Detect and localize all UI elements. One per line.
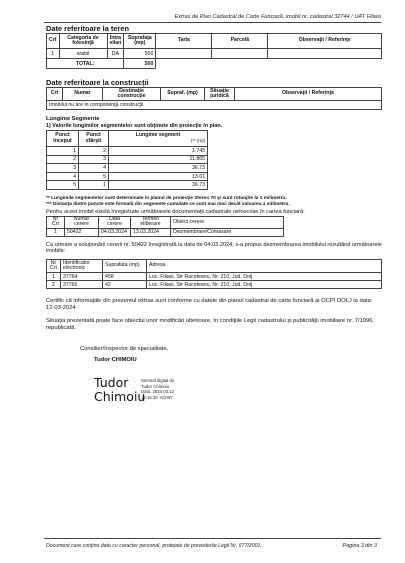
- col-header: Suprafata (mp): [103, 260, 147, 273]
- table-cell: 04.03.2024: [99, 228, 131, 236]
- page-number: Pagina 3 din 3: [342, 543, 377, 549]
- table-cell: 13.61: [109, 172, 208, 181]
- table-cell: 1: [47, 273, 61, 281]
- col-header: Numar cerere: [65, 217, 99, 229]
- table-cell: 1.745: [109, 147, 208, 156]
- table-cell: Loc. Filiasi, Str Racoteanu, Nr. 210, Jud. Dolj: [147, 281, 382, 289]
- col-header: Destinaţie construcţie: [103, 88, 161, 101]
- table-cell: 2: [47, 155, 79, 164]
- col-header: Suprafaţa (mp): [124, 34, 156, 49]
- documentatii-table: [46, 216, 284, 237]
- footer-divider: [44, 538, 381, 539]
- col-header: Situaţie juridică: [205, 88, 235, 101]
- segmente-note-2: *** Distanţa dintre puncte este formată din segmente cumulate ce sunt mai mici decât valoarea 1 milimetru.: [46, 202, 290, 207]
- table-cell: Loc. Filiasi, Str Racoteanu, Nr. 210, Jud. Dolj: [147, 273, 382, 281]
- table-row: [47, 147, 208, 156]
- col-header: Crt: [47, 88, 63, 101]
- col-header: Identificator electronic: [61, 260, 103, 273]
- unit-label: (** (m)): [190, 137, 205, 143]
- constructii-title: Date referitoare la construcţii: [46, 78, 149, 87]
- teren-title: Date referitoare la teren: [46, 24, 129, 33]
- signer-name: Tudor CHIMOIU: [94, 357, 137, 363]
- documentatii-intro: Pentru acest imobil există înregistrate următoarele documentaţii cadastrale neînscrise în cartea funciară:: [46, 209, 305, 215]
- col-header: Observaţii / Referinţe: [268, 34, 382, 49]
- table-row: [47, 181, 208, 190]
- signature-info-line: Data: 2024.03.12: [141, 389, 174, 395]
- table-cell: 2: [47, 281, 61, 289]
- col-header: Nr Crt: [47, 260, 61, 273]
- table-cell: [156, 49, 212, 59]
- col-header: Obiect cerere: [171, 217, 284, 229]
- rezultat-intro: Ca urmare a soluţionării cererii nr. 50422 înregistrată la data de 04.03.2024, s-a propus dezmembrarea imobilului rezultând următoarele imobile:: [46, 242, 382, 255]
- table-cell: [268, 49, 382, 59]
- rezultat-table: [46, 259, 382, 289]
- table-cell: 36.73: [109, 164, 208, 173]
- table-cell: Dezmembrare/Comasare: [171, 228, 284, 236]
- segmente-note-1: ** Lungimile segmentelor sunt determinate în planul de proiecţie Stereo 70 şi sunt rotunjite la 1 milimetru.: [46, 196, 287, 201]
- constructii-note: Imobilul nu are in componenţă construcţii: [47, 101, 382, 110]
- table-cell: 3: [47, 164, 79, 173]
- table-cell: 500: [124, 49, 156, 59]
- total-label: TOTAL:: [47, 59, 124, 69]
- col-header: Numar: [63, 88, 103, 101]
- signature-info-line: Tudor Chimoiu: [141, 383, 170, 389]
- col-header: Supraf. (mp): [161, 88, 205, 101]
- segmente-subtitle: 1) Valorile lungimilor segmentelor sunt obţinute din proiecţie în plan.: [46, 123, 223, 129]
- footer-text: Document care conţine date cu caracter personal, protejate de prevederile Legii Nr. 677/2001.: [46, 543, 262, 549]
- signature-info-line: 16:15:20 +02'00': [141, 394, 173, 400]
- col-header: Adresa: [147, 260, 382, 273]
- table-cell: arabil: [59, 49, 107, 59]
- table-cell: 458: [103, 273, 147, 281]
- col-header: Parcelă: [212, 34, 268, 49]
- table-cell: 42: [103, 281, 147, 289]
- col-header: Data cerere: [99, 217, 131, 229]
- header-divider: [44, 22, 381, 23]
- table-row: [47, 228, 284, 236]
- certificare-line-1: Certific că informaţiile din prezentul extras sunt conforme cu datele din planul cadastral de carte funciară al OCPI DOLJ la data: 12-03-2024: [46, 298, 373, 311]
- table-cell: 1: [47, 228, 65, 236]
- table-cell: 5: [79, 172, 109, 181]
- col-header: Nr Crt: [47, 217, 65, 229]
- table-row: [47, 164, 208, 173]
- table-cell: 37764: [61, 273, 103, 281]
- segmente-title: Lungime Segmente: [46, 116, 100, 122]
- signer-role: Consilier/Inspector de specialitate,: [80, 346, 169, 352]
- col-header-label: Lungime segment: [135, 132, 181, 139]
- table-cell: 3: [79, 155, 109, 164]
- table-cell: 2: [79, 147, 109, 156]
- col-header: Intra vilan: [107, 34, 124, 49]
- table-row: [47, 281, 382, 289]
- col-header: Observaţii / Referinţe: [235, 88, 382, 101]
- total-row: [47, 59, 382, 69]
- col-header: Crt: [47, 34, 60, 49]
- segmente-table: [46, 130, 208, 190]
- signature-last-name: Chimoiu: [94, 389, 146, 404]
- signature-info: [141, 378, 174, 400]
- table-cell: 13.03.2024: [131, 228, 171, 236]
- col-header: [109, 131, 208, 147]
- table-cell: 50422: [65, 228, 99, 236]
- table-cell: DA: [107, 49, 124, 59]
- constructii-table: [46, 87, 382, 110]
- signature-info-line: Semnat digital de: [141, 378, 175, 383]
- table-row: [47, 155, 208, 164]
- table-cell: 11.865: [109, 155, 208, 164]
- table-row: [47, 49, 382, 59]
- table-cell: 37765: [61, 281, 103, 289]
- col-header: Tarla: [156, 34, 212, 49]
- certificare-line-2: Situaţia prezentată poate face obiectul unor modificări ulterioare, în condiţiile Legii cadastrului şi publicităţii imobiliare nr. 7/1996, republicată.: [46, 318, 375, 331]
- col-header: Termen eliberare: [131, 217, 171, 229]
- total-value: 500: [124, 59, 156, 69]
- table-cell: 4: [79, 164, 109, 173]
- signature-first-name: Tudor: [94, 375, 129, 390]
- page-header: Extras de Plan Cadastral de Carte Funciară, imobil nr. cadastral 32744 / UAT Filiasi: [174, 14, 381, 20]
- table-cell: 5: [47, 181, 79, 190]
- table-cell: 1: [79, 181, 109, 190]
- teren-table: [46, 33, 382, 69]
- col-header: Punct sfârşit: [79, 131, 109, 147]
- table-row: [47, 273, 382, 281]
- table-cell: 1: [47, 147, 79, 156]
- table-cell: 4: [47, 172, 79, 181]
- table-cell: 1: [47, 49, 60, 59]
- table-row: [47, 172, 208, 181]
- table-cell: 36.73: [109, 181, 208, 190]
- col-header: Punct început: [47, 131, 79, 147]
- table-cell: [212, 49, 268, 59]
- col-header: Categoria de folosinţă: [59, 34, 107, 49]
